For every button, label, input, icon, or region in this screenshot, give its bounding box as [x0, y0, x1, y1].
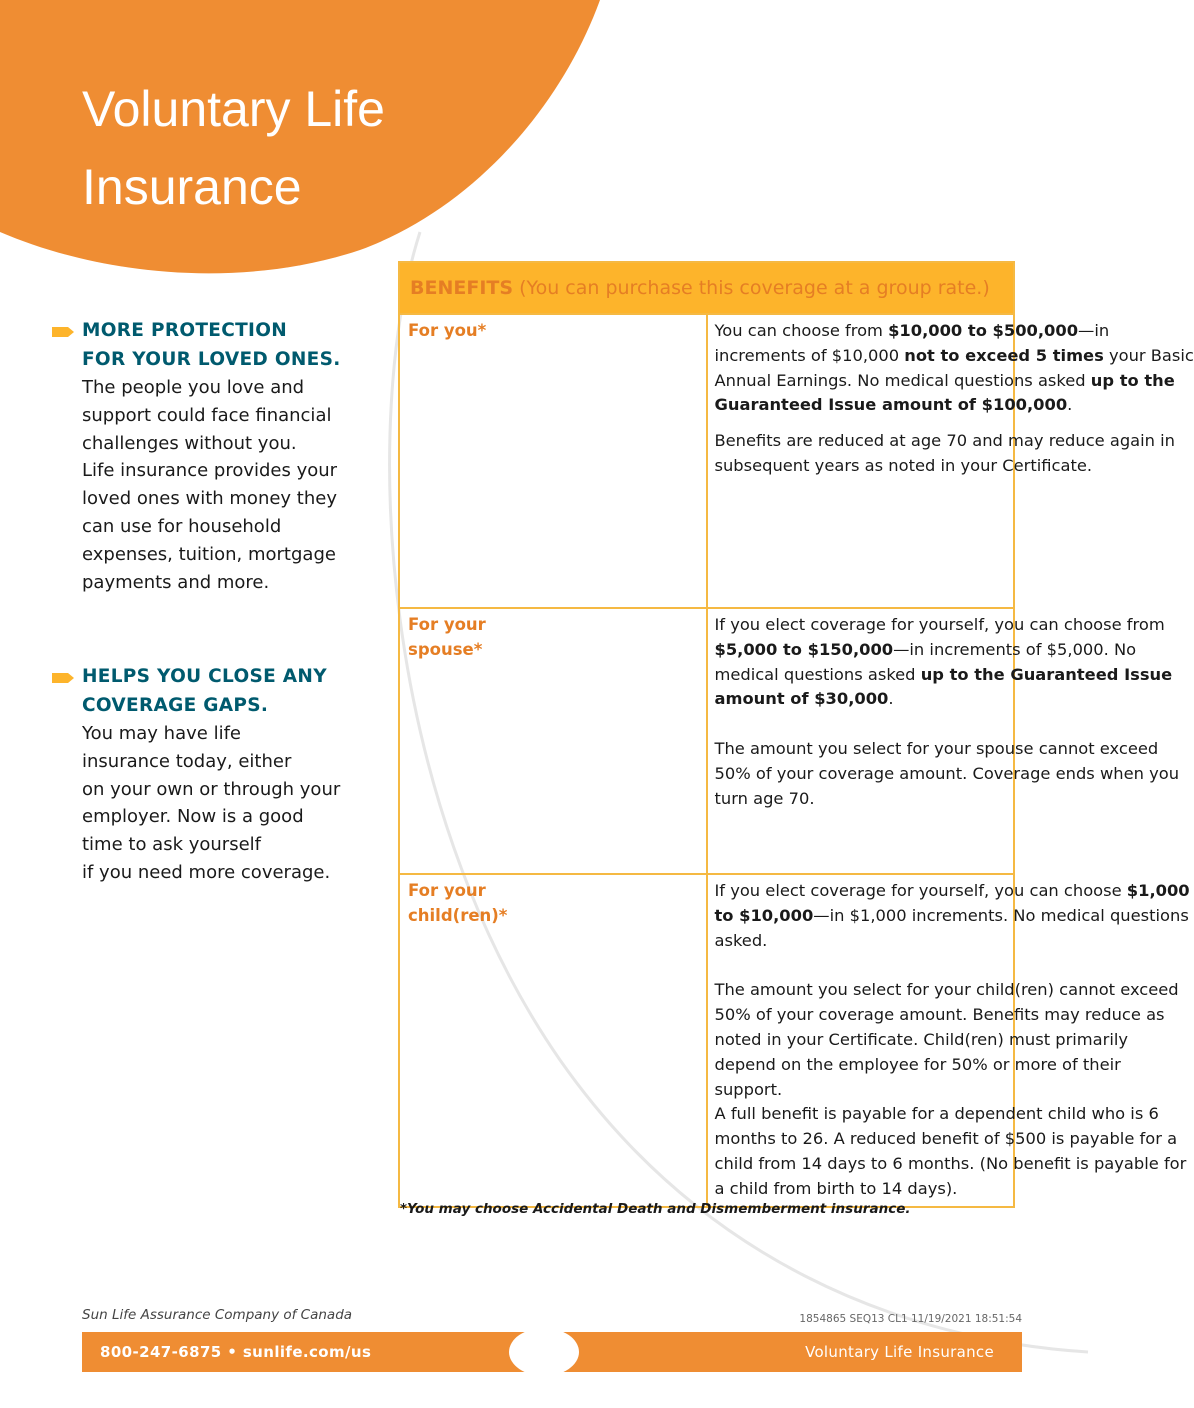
- table-row: [399, 314, 1014, 608]
- row-label-spouse: For your spouse*: [399, 608, 707, 874]
- footer-title: Voluntary Life Insurance: [805, 1343, 994, 1361]
- benefits-header: BENEFITS (You can purchase this coverage at a group rate.): [399, 262, 1014, 314]
- arrow-bullet-icon: [50, 670, 76, 686]
- sidebar-section-coverage-gaps: [50, 662, 360, 887]
- row-text-children: If you elect coverage for yourself, you can choose $1,000 to $10,000—in $1,000 increments. No medical questions asked. The amount you select for your child(ren) cannot exceed 50% of your coverage amount. Benefits may reduce as noted in your Certificate. Child(ren) must primarily depend on the employee for 50% or more of their support. A full benefit is payable for a dependent child who is 6 months to 26. A reduced benefit of $500 is payable for a child from 14 days to 6 months. (No benefit is payable for a child from birth to 14 days).: [707, 874, 1015, 1207]
- footnote: *You may choose Accidental Death and Dismemberment insurance.: [400, 1201, 911, 1217]
- table-row: [399, 608, 1014, 874]
- section-body: The people you love and support could face financial challenges without you. Life insurance provides your loved ones with money they can use for household expenses, tuition, mortgage payments and more.: [82, 377, 338, 593]
- benefits-table: [398, 261, 1194, 1208]
- page-title: Voluntary Life Insurance: [82, 81, 385, 215]
- sidebar-section-protection: [50, 316, 360, 596]
- document-id: 1854865 SEQ13 CL1 11/19/2021 18:51:54: [799, 1313, 1022, 1325]
- row-label-you: For you*: [399, 314, 707, 608]
- footer-notch: [509, 1328, 579, 1376]
- arrow-bullet-icon: [50, 324, 76, 340]
- section-heading: HELPS YOU CLOSE ANY COVERAGE GAPS.: [82, 666, 327, 716]
- row-text-you: You can choose from $10,000 to $500,000—in increments of $10,000 not to exceed 5 times your Basic Annual Earnings. No medical questions asked up to the Guaranteed Issue amount of $100,000. Benefits are reduced at age 70 and may reduce again in subsequent years as noted in your Certificate.: [707, 314, 1015, 608]
- row-text-spouse: If you elect coverage for yourself, you can choose from $5,000 to $150,000—in increments of $5,000. No medical questions asked up to the Guaranteed Issue amount of $30,000. The amount you select for your spouse cannot exceed 50% of your coverage amount. Coverage ends when you turn age 70.: [707, 608, 1015, 874]
- footer-bar: [82, 1332, 1022, 1372]
- section-heading: MORE PROTECTION FOR YOUR LOVED ONES.: [82, 320, 341, 370]
- table-row: [399, 874, 1014, 1207]
- section-body: You may have life insurance today, either on your own or through your employer. Now is a good time to ask yourself if you need more coverage.: [82, 723, 341, 883]
- footer-contact: 800-247-6875 • sunlife.com/us: [100, 1343, 372, 1361]
- row-label-children: For your child(ren)*: [399, 874, 707, 1207]
- benefits-header-row: [399, 262, 1014, 314]
- company-name: Sun Life Assurance Company of Canada: [82, 1307, 353, 1323]
